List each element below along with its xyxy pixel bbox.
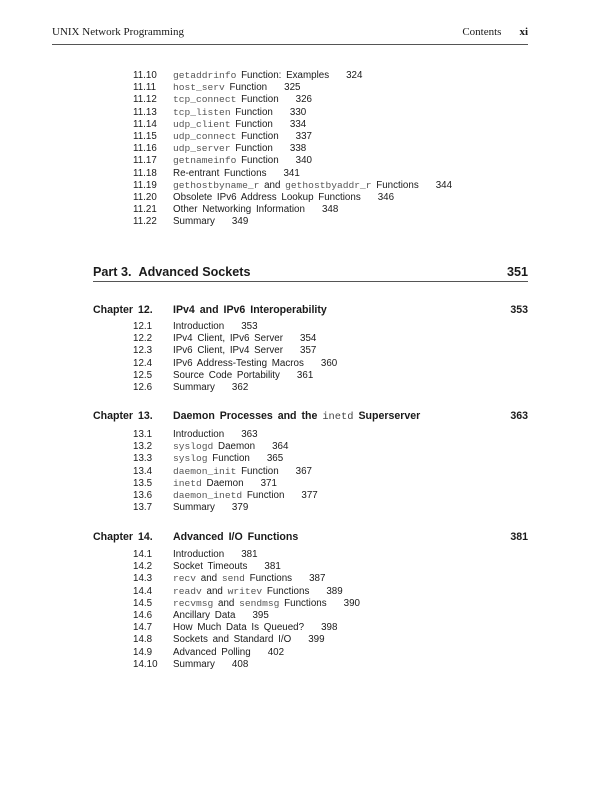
header-right [462, 26, 528, 38]
title-text: Daemon [213, 441, 256, 453]
section-number: 12.2 [133, 333, 153, 345]
title-text: IPv4 Client, IPv6 Server [173, 333, 283, 345]
section-page: 326 [295, 94, 313, 106]
toc-entry[interactable] [0, 659, 595, 671]
title-text: Function [207, 453, 250, 465]
section-number: 11.12 [133, 94, 157, 106]
section-number: 11.11 [133, 82, 157, 94]
chapter-title [173, 410, 420, 423]
section-number: 11.13 [133, 106, 157, 118]
section-number: 12.3 [133, 345, 153, 357]
section-page: 398 [321, 622, 338, 634]
toc-entry[interactable] [0, 610, 595, 622]
toc-entry[interactable] [0, 382, 595, 394]
chapter-title [173, 304, 327, 316]
section-number: 13.2 [133, 441, 153, 453]
page-number: xi [519, 26, 528, 38]
code-identifier: tcp_listen [173, 106, 231, 118]
code-identifier: gethostbyaddr_r [285, 179, 372, 191]
title-text: How Much Data Is Queued? [173, 622, 305, 634]
section-page: 399 [308, 634, 325, 646]
part-label: Part 3. [93, 265, 132, 279]
section-title [173, 466, 312, 478]
title-text: Summary [173, 381, 215, 393]
code-identifier: inetd [173, 477, 202, 489]
title-text: Daemon [201, 477, 244, 489]
section-number: 12.1 [133, 321, 153, 332]
title-text: Introduction [173, 321, 225, 332]
section-number: 13.5 [133, 477, 153, 489]
section-title [173, 119, 306, 131]
section-page: 337 [295, 130, 313, 142]
title-text: and [196, 573, 222, 585]
section-number: 14.7 [133, 622, 153, 634]
section-title [173, 333, 316, 345]
title-text: Introduction [173, 429, 225, 440]
section-title [173, 610, 269, 622]
title-text: Source Code Portability [173, 369, 280, 381]
section-page: 334 [289, 118, 307, 130]
section-title [173, 622, 337, 634]
section-number: 14.2 [133, 561, 153, 573]
section-page: 377 [301, 489, 318, 501]
toc-entry[interactable] [0, 216, 595, 228]
part-title: Advanced Sockets [138, 265, 251, 279]
title-text: Function [242, 489, 285, 501]
title-text: and [213, 597, 240, 609]
section-page: 387 [309, 573, 326, 585]
section-page: 325 [284, 82, 301, 94]
section-name: Contents [462, 26, 502, 38]
title-text: Function [230, 118, 273, 130]
section-title [173, 192, 394, 204]
section-number: 11.21 [133, 204, 157, 216]
code-identifier: udp_server [173, 143, 231, 155]
section-title [173, 168, 300, 180]
section-page: 344 [435, 179, 453, 191]
toc-entry[interactable] [0, 107, 595, 119]
title-text: Function: Examples [236, 70, 330, 81]
toc-entry[interactable] [0, 82, 595, 94]
section-page: 354 [300, 333, 317, 345]
section-number: 13.1 [133, 429, 153, 440]
section-page: 365 [266, 453, 284, 465]
section-title [173, 94, 312, 106]
toc-entry[interactable] [0, 70, 595, 82]
toc-list-chapter-12 [0, 321, 595, 394]
title-text: Functions [244, 573, 293, 585]
section-page: 381 [264, 561, 281, 573]
section-number: 14.6 [133, 609, 153, 621]
section-page: 367 [295, 465, 313, 477]
title-text: Functions [262, 585, 310, 597]
title-text: Advanced Polling [173, 646, 251, 658]
section-title [173, 598, 360, 610]
toc-entry[interactable] [0, 647, 595, 659]
code-identifier: recv [173, 573, 197, 585]
section-number: 14.3 [133, 573, 153, 585]
code-identifier: sendmsg [239, 597, 280, 609]
toc-list-chapter-14 [0, 549, 595, 671]
toc-entry[interactable] [0, 131, 595, 143]
toc-entry[interactable] [0, 168, 595, 180]
section-page: 340 [295, 155, 313, 167]
title-text: and [201, 585, 228, 597]
section-number: 14.1 [133, 549, 153, 560]
section-title [173, 586, 343, 598]
section-page: 408 [231, 658, 249, 670]
section-number: 13.6 [133, 489, 153, 501]
chapter-page: 363 [510, 410, 528, 422]
section-number: 14.9 [133, 646, 153, 658]
section-title [173, 321, 258, 333]
section-number: 12.6 [133, 381, 153, 393]
title-text: Daemon Processes and the [173, 410, 323, 422]
code-identifier: syslog [173, 453, 208, 465]
toc-entry[interactable] [0, 143, 595, 155]
section-number: 11.15 [133, 130, 157, 142]
section-page: 353 [241, 321, 258, 332]
chapter-title [173, 531, 298, 543]
toc-entry[interactable] [0, 155, 595, 167]
section-title [173, 453, 283, 465]
toc-entry[interactable] [0, 94, 595, 106]
section-page: 402 [267, 646, 285, 658]
section-title [173, 70, 362, 82]
title-text: Introduction [173, 549, 225, 560]
toc-entry[interactable] [0, 204, 595, 216]
section-number: 11.20 [133, 191, 157, 203]
title-text: IPv6 Address-Testing Macros [173, 357, 304, 369]
code-identifier: daemon_init [173, 465, 237, 477]
title-text: IPv4 and IPv6 Interoperability [173, 304, 327, 316]
code-identifier: writev [227, 585, 263, 597]
section-title [173, 634, 325, 646]
code-identifier: host_serv [173, 82, 225, 94]
title-text: Function [236, 94, 279, 106]
section-page: 389 [326, 585, 343, 597]
toc-entry[interactable] [0, 586, 595, 598]
section-page: 338 [289, 143, 307, 155]
section-title [173, 216, 248, 228]
title-text: Function [230, 143, 273, 155]
section-number: 14.10 [133, 658, 158, 670]
title-text: Functions [371, 179, 419, 191]
section-title [173, 647, 284, 659]
section-page: 390 [343, 597, 360, 609]
section-title [173, 204, 338, 216]
toc-entry[interactable] [0, 180, 595, 192]
section-title [173, 82, 301, 94]
section-page: 381 [241, 549, 258, 560]
title-text: Socket Timeouts [173, 561, 248, 573]
code-identifier: tcp_connect [173, 94, 237, 106]
section-page: 330 [289, 106, 307, 118]
toc-entry[interactable] [0, 466, 595, 478]
section-title [173, 549, 258, 561]
chapter-label: Chapter 13. [93, 410, 153, 422]
section-title [173, 441, 288, 453]
section-page: 324 [346, 70, 363, 81]
toc-entry[interactable] [0, 549, 595, 561]
section-title [173, 345, 316, 357]
section-page: 371 [260, 477, 277, 489]
section-page: 348 [321, 204, 339, 216]
chapter-page: 381 [510, 531, 528, 543]
toc-entry[interactable] [0, 502, 595, 514]
title-text: Sockets and Standard I/O [173, 634, 292, 646]
code-identifier: udp_connect [173, 130, 237, 142]
chapter-label: Chapter 14. [93, 531, 153, 543]
toc-entry[interactable] [0, 634, 595, 646]
code-identifier: udp_client [173, 118, 231, 130]
section-number: 14.8 [133, 634, 153, 646]
toc-entry[interactable] [0, 441, 595, 453]
code-identifier: syslogd [173, 441, 214, 453]
toc-entry[interactable] [0, 598, 595, 610]
title-text: Function [230, 106, 273, 118]
toc-list-chapter-13 [0, 429, 595, 514]
part-page: 351 [506, 265, 528, 279]
toc-entry[interactable] [0, 490, 595, 502]
section-title [173, 382, 248, 394]
section-page: 360 [320, 357, 338, 369]
code-identifier: gethostbyname_r [173, 179, 260, 191]
title-text: Summary [173, 658, 215, 670]
toc-entry[interactable] [0, 321, 595, 333]
section-number: 11.22 [133, 216, 157, 228]
code-identifier: daemon_inetd [173, 489, 243, 501]
section-number: 13.4 [133, 465, 153, 477]
title-text: Ancillary Data [173, 609, 236, 621]
section-number: 12.5 [133, 369, 153, 381]
section-page: 362 [231, 381, 249, 393]
section-title [173, 358, 337, 370]
section-title [173, 131, 312, 143]
toc-list-chapter-11 [0, 70, 595, 228]
toc-entry[interactable] [0, 573, 595, 585]
section-title [173, 659, 248, 671]
toc-entry[interactable] [0, 622, 595, 634]
part-heading[interactable] [93, 265, 528, 279]
section-page: 395 [252, 609, 269, 621]
section-number: 14.4 [133, 585, 153, 597]
title-text: Function [236, 155, 279, 167]
section-title [173, 370, 313, 382]
toc-entry[interactable] [0, 561, 595, 573]
section-title [173, 155, 312, 167]
toc-entry[interactable] [0, 119, 595, 131]
section-title [173, 502, 248, 514]
toc-entry[interactable] [0, 453, 595, 465]
section-number: 11.14 [133, 118, 157, 130]
toc-entry[interactable] [0, 478, 595, 490]
section-page: 357 [300, 345, 317, 357]
section-number: 11.17 [133, 155, 157, 167]
title-text: Summary [173, 502, 215, 514]
title-text: Re-entrant Functions [173, 167, 267, 179]
section-title [173, 180, 452, 192]
title-text: Function [236, 130, 279, 142]
code-identifier: send [221, 573, 245, 585]
title-text: Summary [173, 216, 215, 228]
section-title [173, 143, 306, 155]
section-number: 12.4 [133, 357, 153, 369]
title-text: Superserver [353, 410, 421, 422]
code-identifier: recvmsg [173, 597, 214, 609]
title-text: Advanced I/O Functions [173, 531, 299, 543]
section-number: 11.16 [133, 143, 157, 155]
code-identifier: getaddrinfo [173, 70, 237, 81]
section-title [173, 107, 306, 119]
section-title [173, 478, 277, 490]
section-page: 341 [283, 167, 300, 179]
section-title [173, 490, 318, 502]
title-text: and [259, 179, 286, 191]
running-header [52, 26, 528, 42]
title-text: Other Networking Information [173, 204, 305, 216]
section-page: 364 [272, 441, 289, 453]
section-page: 346 [377, 191, 395, 203]
section-title [173, 573, 325, 585]
section-page: 379 [231, 502, 249, 514]
title-text: IPv6 Client, IPv4 Server [173, 345, 283, 357]
section-number: 11.18 [133, 167, 157, 179]
section-number: 13.7 [133, 502, 153, 514]
section-page: 361 [296, 369, 314, 381]
toc-entry[interactable] [0, 345, 595, 357]
toc-entry[interactable] [0, 429, 595, 441]
toc-entry[interactable] [0, 192, 595, 204]
title-text: Obsolete IPv6 Address Lookup Functions [173, 191, 361, 203]
code-identifier: inetd [322, 411, 354, 423]
section-title [173, 561, 281, 573]
toc-entry[interactable] [0, 370, 595, 382]
book-title: UNIX Network Programming [52, 26, 184, 38]
part-rule [93, 281, 528, 282]
chapter-label: Chapter 12. [93, 304, 153, 316]
section-number: 14.5 [133, 597, 153, 609]
title-text: Function [224, 82, 268, 94]
section-page: 363 [241, 429, 258, 440]
code-identifier: readv [173, 585, 202, 597]
toc-entry[interactable] [0, 358, 595, 370]
title-text: Functions [279, 597, 327, 609]
header-rule [52, 44, 528, 45]
toc-entry[interactable] [0, 333, 595, 345]
section-number: 11.19 [133, 179, 157, 191]
chapter-page: 353 [510, 304, 528, 316]
section-number: 11.10 [133, 70, 157, 81]
section-page: 349 [231, 216, 249, 228]
title-text: Function [236, 465, 279, 477]
section-title [173, 429, 258, 441]
section-number: 13.3 [133, 453, 153, 465]
code-identifier: getnameinfo [173, 155, 237, 167]
